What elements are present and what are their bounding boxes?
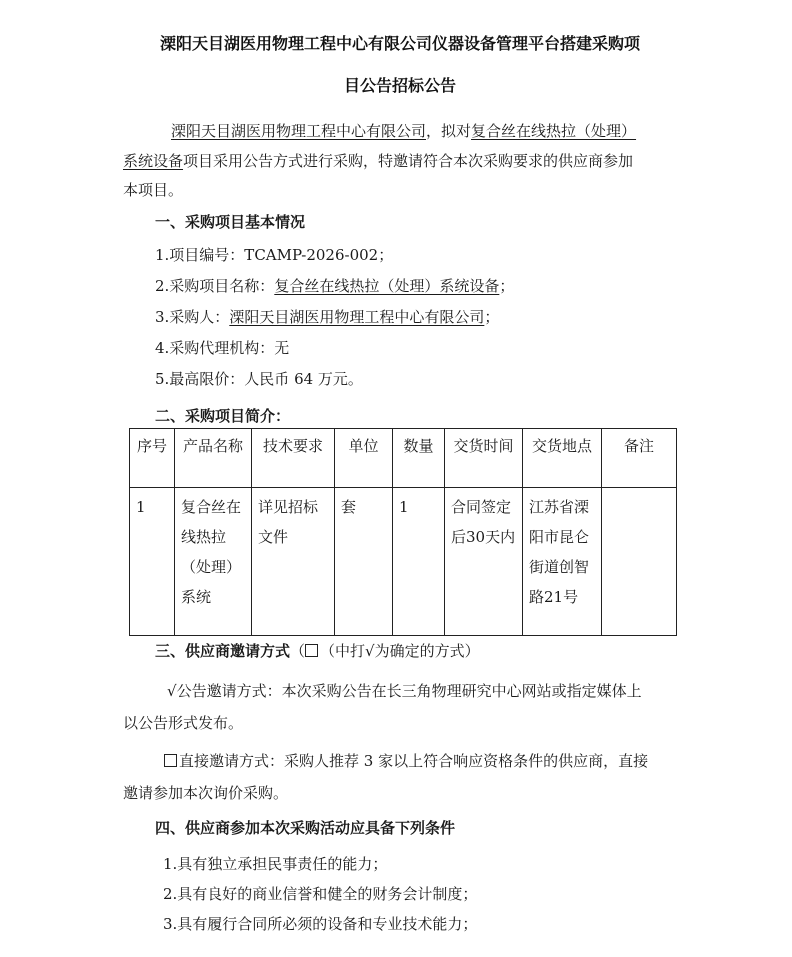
col-header-location: 交货地点 (523, 429, 602, 488)
col-header-remark: 备注 (602, 429, 677, 488)
col-header-delivery-time: 交货时间 (445, 429, 523, 488)
cell-qty: 1 (393, 488, 445, 636)
checkbox-icon (305, 644, 318, 657)
item-project-name: 2.采购项目名称：复合丝在线热拉（处理）系统设备； (155, 277, 515, 295)
cell-product: 复合丝在线热拉（处理）系统 (175, 488, 252, 636)
table-row (130, 488, 677, 636)
intro-line-1: 溧阳天目湖医用物理工程中心有限公司，拟对复合丝在线热拉（处理） (171, 122, 637, 140)
invite-option-direct-line-2: 邀请参加本次询价采购。 (123, 784, 289, 802)
invite-option-public-line-1: √公告邀请方式：本次采购公告在长三角物理研究中心网站或指定媒体上 (167, 682, 642, 700)
cell-remark (602, 488, 677, 636)
item-project-number: 1.项目编号：TCAMP-2026-002； (155, 246, 394, 264)
condition-item-2: 2.具有良好的商业信誉和健全的财务会计制度； (163, 885, 478, 903)
document-title-line-2: 目公告招标公告 (343, 76, 456, 95)
col-header-qty: 数量 (393, 429, 445, 488)
buyer-name: 溧阳天目湖医用物理工程中心有限公司 (171, 122, 427, 140)
section-2-heading: 二、采购项目简介： (155, 407, 291, 425)
checkmark-icon: √ (167, 682, 177, 700)
project-name-cont: 系统设备 (123, 152, 184, 170)
cell-delivery-time: 合同签定后30天内 (445, 488, 523, 636)
invite-option-public-line-2: 以公告形式发布。 (123, 714, 244, 732)
intro-line-3: 本项目。 (123, 181, 184, 199)
condition-item-1: 1.具有独立承担民事责任的能力； (163, 855, 388, 873)
item-agency: 4.采购代理机构：无 (155, 339, 290, 357)
section-3-heading: 三、供应商邀请方式（ （中打√为确定的方式） (155, 642, 480, 660)
cell-no: 1 (130, 488, 175, 636)
checkbox-icon (164, 754, 177, 767)
col-header-product: 产品名称 (175, 429, 252, 488)
heading-note: （ （中打√为确定的方式） (290, 642, 480, 660)
cell-tech: 详见招标文件 (252, 488, 335, 636)
item-max-price: 5.最高限价：人民币 64 万元。 (155, 370, 363, 388)
section-4-heading: 四、供应商参加本次采购活动应具备下列条件 (155, 819, 456, 837)
col-header-unit: 单位 (335, 429, 393, 488)
items-table (129, 428, 677, 636)
project-name: 复合丝在线热拉（处理） (471, 122, 637, 140)
cell-location: 江苏省溧阳市昆仑街道创智路21号 (523, 488, 602, 636)
section-1-heading: 一、采购项目基本情况 (155, 213, 306, 231)
invite-option-direct-line-1: 直接邀请方式：采购人推荐 3 家以上符合响应资格条件的供应商，直接 (164, 751, 648, 771)
table-header-row (130, 429, 677, 488)
col-header-tech: 技术要求 (252, 429, 335, 488)
item-purchaser: 3.采购人：溧阳天目湖医用物理工程中心有限公司； (155, 308, 500, 326)
document-title-line-1: 溧阳天目湖医用物理工程中心有限公司仪器设备管理平台搭建采购项 (159, 34, 640, 53)
condition-item-3: 3.具有履行合同所必须的设备和专业技术能力； (163, 915, 478, 933)
intro-line-2: 系统设备项目采用公告方式进行采购，特邀请符合本次采购要求的供应商参加 (123, 152, 634, 170)
cell-unit: 套 (335, 488, 393, 636)
col-header-no: 序号 (130, 429, 175, 488)
